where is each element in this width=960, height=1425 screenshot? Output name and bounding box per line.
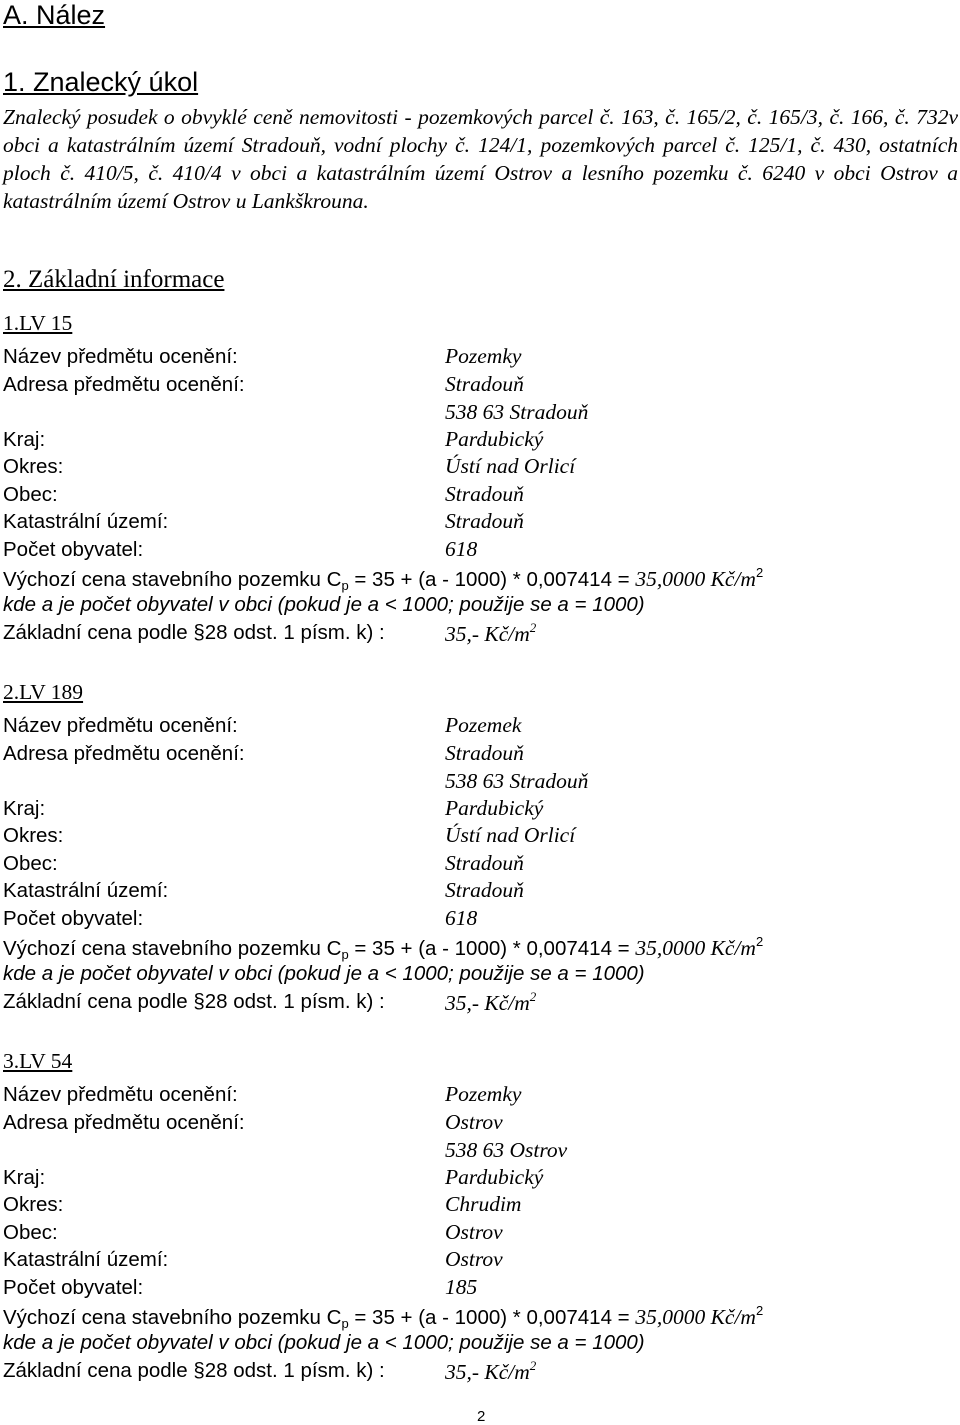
label-address: Adresa předmětu ocenění: <box>3 373 245 396</box>
formula-subscript: p <box>341 1316 349 1331</box>
label-cadastral: Katastrální území: <box>3 510 169 533</box>
label-cadastral: Katastrální území: <box>3 1248 169 1271</box>
value-municipality: Stradouň <box>445 851 524 875</box>
formula-prefix: Výchozí cena stavebního pozemku C <box>3 1306 342 1329</box>
formula-note: kde a je počet obyvatel v obci (pokud je a < 1000; použije se a = 1000) <box>3 1331 645 1354</box>
formula-unit-sup: 2 <box>755 1303 764 1318</box>
value-cadastral: Ostrov <box>445 1247 503 1271</box>
value-name: Pozemky <box>445 1082 522 1106</box>
label-address: Adresa předmětu ocenění: <box>3 1111 245 1134</box>
heading-znalecky-ukol: 1. Znalecký úkol <box>3 67 199 97</box>
formula-subscript: p <box>341 578 349 593</box>
formula-mid: = 35 + (a - 1000) * 0,007414 = <box>348 568 636 591</box>
page-number: 2 <box>477 1408 486 1425</box>
lv-title: 3.LV 54 <box>3 1049 73 1073</box>
label-municipality: Obec: <box>3 1221 58 1244</box>
value-address-2: 538 63 Ostrov <box>445 1138 568 1162</box>
label-base-price: Základní cena podle §28 odst. 1 písm. k) : <box>3 990 385 1013</box>
label-name: Název předmětu ocenění: <box>3 714 238 737</box>
formula-unit-sup: 2 <box>755 934 764 949</box>
value-municipality: Ostrov <box>445 1220 503 1244</box>
value-base-price <box>445 620 536 647</box>
value-population: 618 <box>445 537 478 561</box>
label-population: Počet obyvatel: <box>3 538 144 561</box>
label-population: Počet obyvatel: <box>3 1276 144 1299</box>
value-region: Pardubický <box>445 1165 544 1189</box>
formula-mid: = 35 + (a - 1000) * 0,007414 = <box>348 1306 636 1329</box>
label-name: Název předmětu ocenění: <box>3 1083 238 1106</box>
value-address-2: 538 63 Stradouň <box>445 400 589 424</box>
value-region: Pardubický <box>445 796 544 820</box>
base-price-text: 35,- Kč/m <box>445 1360 530 1384</box>
formula-result: 35,0000 Kč/m <box>635 1305 756 1329</box>
value-district: Chrudim <box>445 1192 522 1216</box>
value-population: 185 <box>445 1275 478 1299</box>
label-base-price: Základní cena podle §28 odst. 1 písm. k) : <box>3 621 385 644</box>
value-cadastral: Stradouň <box>445 509 524 533</box>
value-base-price <box>445 1358 536 1385</box>
label-name: Název předmětu ocenění: <box>3 345 238 368</box>
formula-line <box>3 1303 763 1331</box>
lv-title: 2.LV 189 <box>3 680 84 704</box>
label-base-price: Základní cena podle §28 odst. 1 písm. k) : <box>3 1359 385 1382</box>
value-municipality: Stradouň <box>445 482 524 506</box>
value-address-1: Stradouň <box>445 372 524 396</box>
label-region: Kraj: <box>3 1166 46 1189</box>
formula-unit-sup: 2 <box>755 565 764 580</box>
formula-line <box>3 565 763 593</box>
label-cadastral: Katastrální území: <box>3 879 169 902</box>
value-region: Pardubický <box>445 427 544 451</box>
value-base-price <box>445 989 536 1016</box>
formula-result: 35,0000 Kč/m <box>635 936 756 960</box>
value-address-1: Stradouň <box>445 741 524 765</box>
base-price-unit-sup: 2 <box>529 620 537 635</box>
label-municipality: Obec: <box>3 852 58 875</box>
formula-result: 35,0000 Kč/m <box>635 567 756 591</box>
section-heading-nalez: A. Nález <box>3 0 106 30</box>
formula-mid: = 35 + (a - 1000) * 0,007414 = <box>348 937 636 960</box>
value-address-2: 538 63 Stradouň <box>445 769 589 793</box>
label-region: Kraj: <box>3 428 46 451</box>
formula-line <box>3 934 763 962</box>
value-cadastral: Stradouň <box>445 878 524 902</box>
formula-prefix: Výchozí cena stavebního pozemku C <box>3 568 342 591</box>
label-district: Okres: <box>3 1193 64 1216</box>
label-region: Kraj: <box>3 797 46 820</box>
base-price-text: 35,- Kč/m <box>445 622 530 646</box>
value-name: Pozemky <box>445 344 522 368</box>
label-municipality: Obec: <box>3 483 58 506</box>
label-district: Okres: <box>3 455 64 478</box>
formula-prefix: Výchozí cena stavebního pozemku C <box>3 937 342 960</box>
label-address: Adresa předmětu ocenění: <box>3 742 245 765</box>
formula-note: kde a je počet obyvatel v obci (pokud je a < 1000; použije se a = 1000) <box>3 962 645 985</box>
value-address-1: Ostrov <box>445 1110 503 1134</box>
value-district: Ústí nad Orlicí <box>445 454 576 478</box>
value-name: Pozemek <box>445 713 522 737</box>
value-population: 618 <box>445 906 478 930</box>
heading-zakladni-informace: 2. Základní informace <box>3 266 225 293</box>
base-price-text: 35,- Kč/m <box>445 991 530 1015</box>
lv-title: 1.LV 15 <box>3 311 73 335</box>
task-text: Znalecký posudek o obvyklé ceně nemovitosti - pozemkových parcel č. 163, č. 165/2, č. 165/3, č. 166, č. 732v obci a katastrálním území Stradouň, vodní plochy č. 124/1, pozemkových parcel č. 125/1, č. 430, ostatních ploch č. 410/5, č. 410/4 v obci a katastrálním území Ostrov a lesního pozemku č. 6240 v obci Ostrov a katastrálním území Ostrov u Lankškrouna. <box>3 105 958 213</box>
label-district: Okres: <box>3 824 64 847</box>
value-district: Ústí nad Orlicí <box>445 823 576 847</box>
base-price-unit-sup: 2 <box>529 1358 537 1373</box>
formula-subscript: p <box>341 947 349 962</box>
base-price-unit-sup: 2 <box>529 989 537 1004</box>
task-paragraph <box>3 103 958 215</box>
formula-note: kde a je počet obyvatel v obci (pokud je a < 1000; použije se a = 1000) <box>3 593 645 616</box>
label-population: Počet obyvatel: <box>3 907 144 930</box>
